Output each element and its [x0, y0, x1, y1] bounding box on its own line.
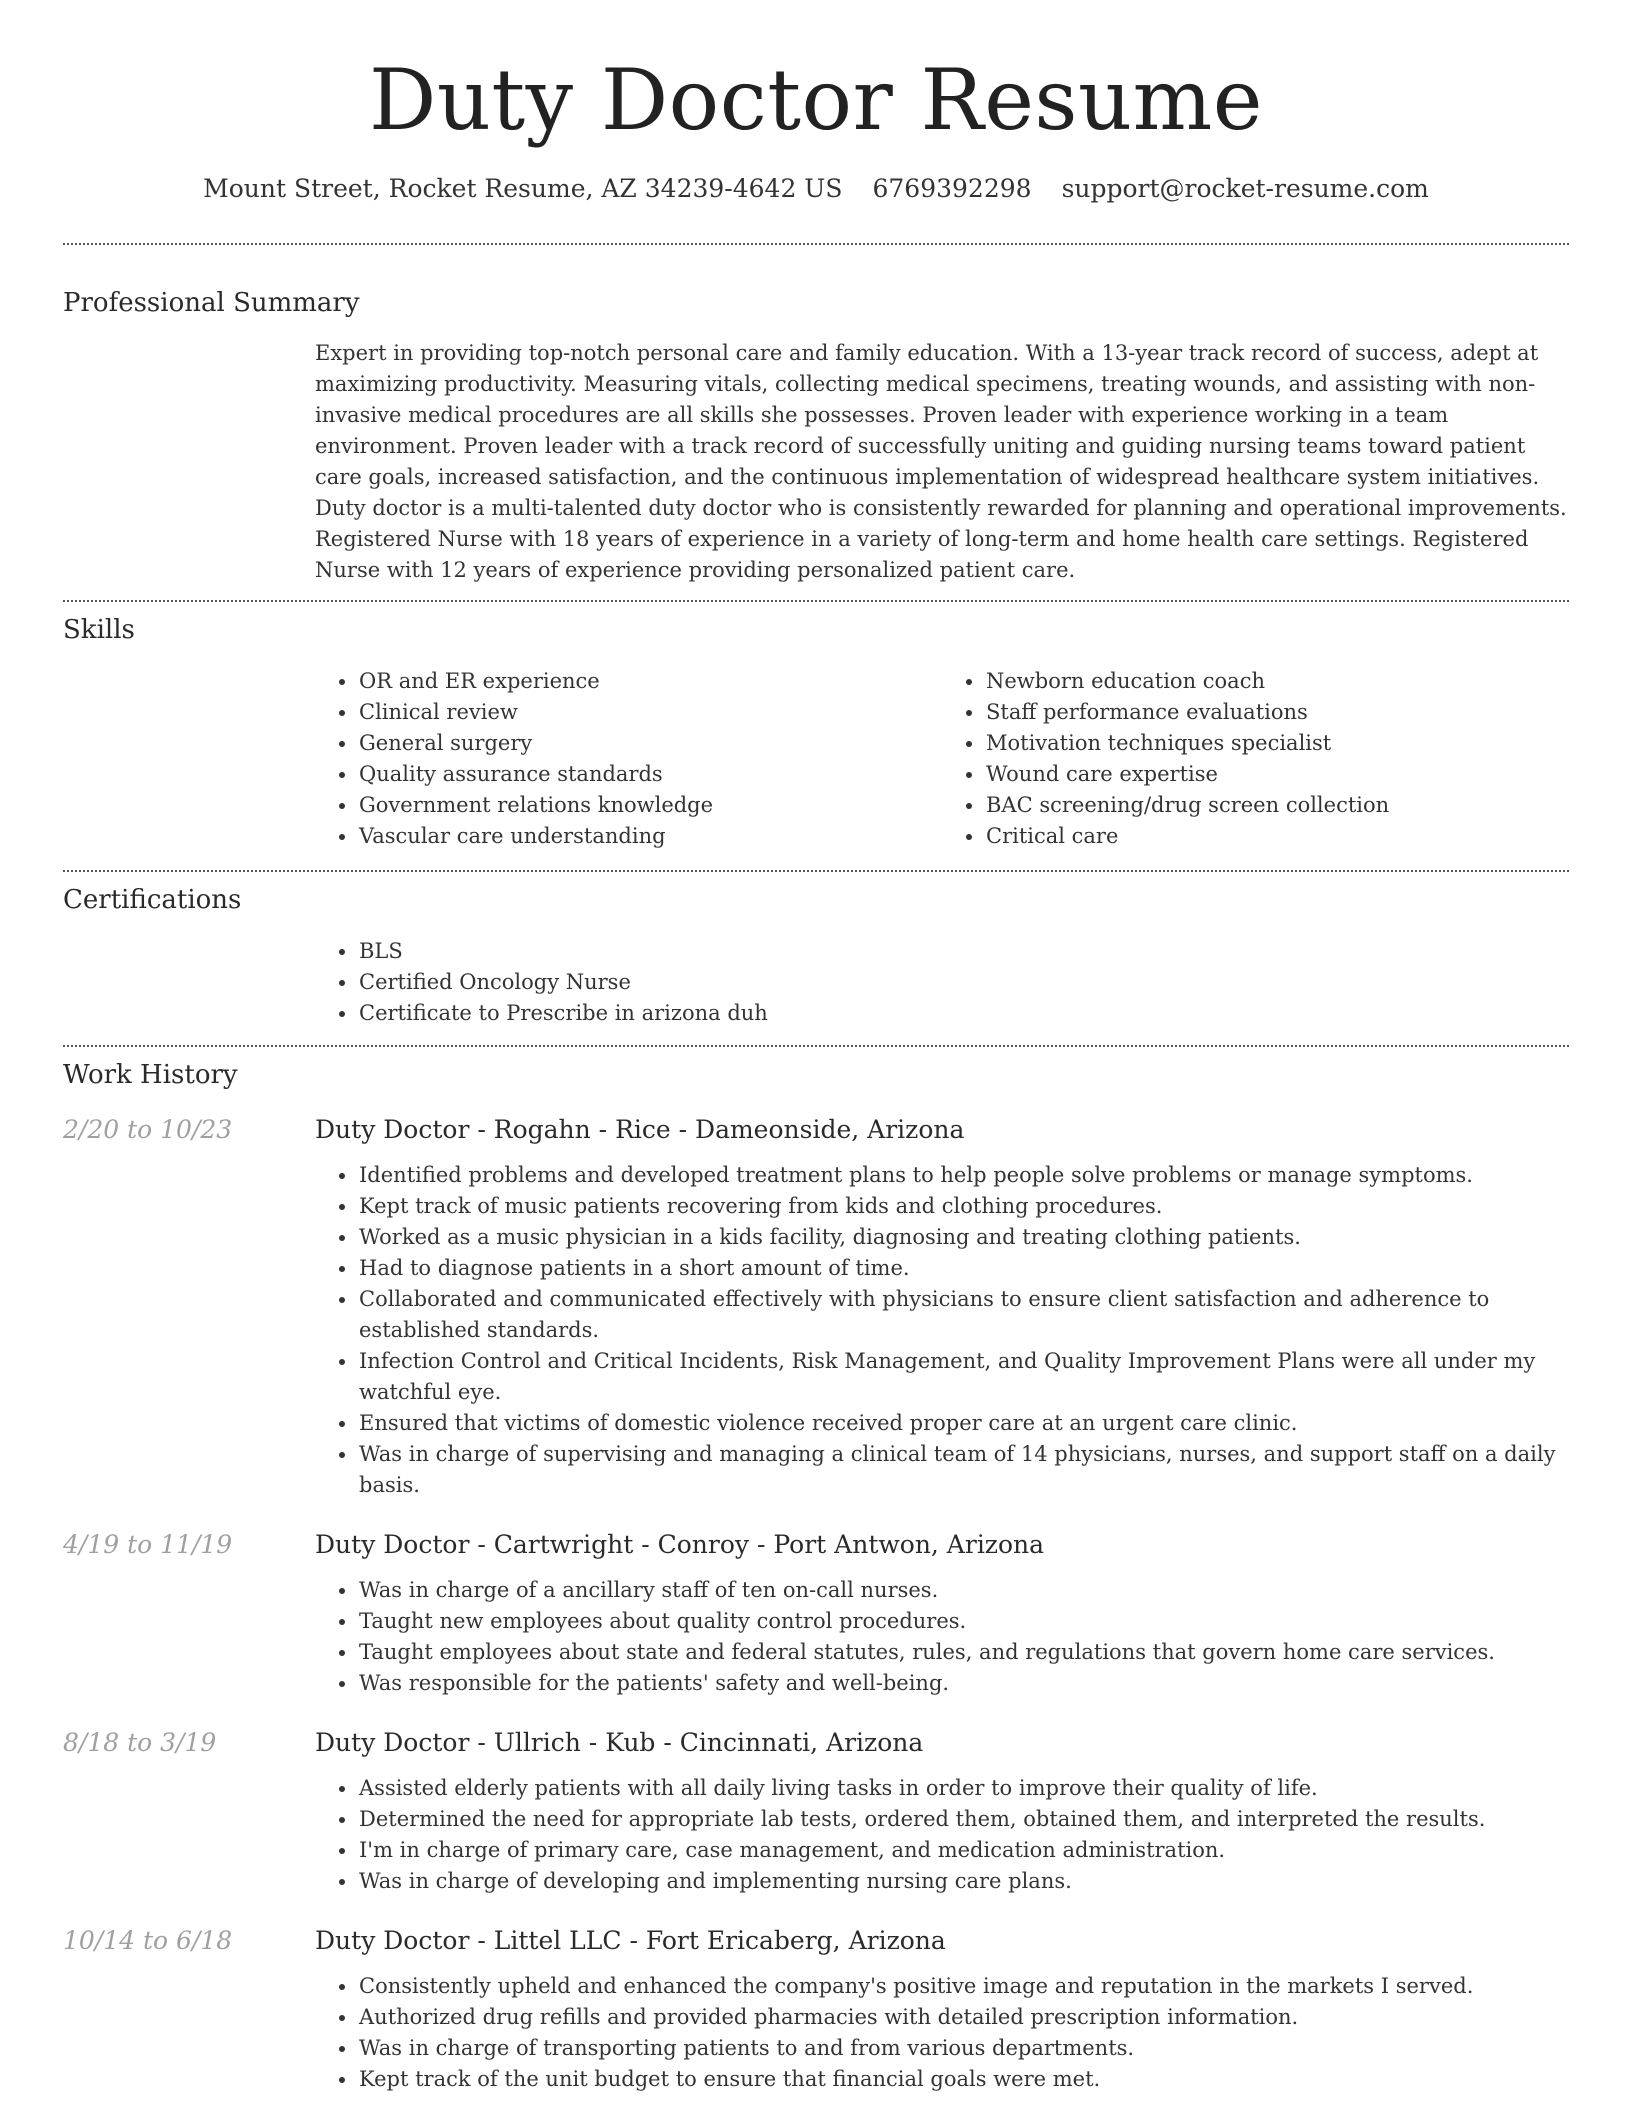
- job-bullet-list: [315, 1971, 1569, 2095]
- summary-heading: Professional Summary: [63, 288, 360, 318]
- job-dates: 8/18 to 3/19: [63, 1728, 217, 1757]
- skill-item: • Quality assurance standards: [358, 759, 942, 790]
- skills-list-left: [315, 666, 942, 852]
- job-bullet: • Determined the need for appropriate lab tests, ordered them, obtained them, and interpreted the results.: [358, 1804, 1569, 1835]
- resume-title: Duty Doctor Resume: [368, 51, 1264, 149]
- job-dates: 4/19 to 11/19: [63, 1530, 233, 1559]
- job-dates: 2/20 to 10/23: [63, 1115, 233, 1144]
- certifications-heading: Certifications: [63, 885, 242, 915]
- job-bullets: [315, 1773, 1569, 1897]
- skill-item: • Clinical review: [358, 697, 942, 728]
- work-history-heading: Work History: [63, 1060, 238, 1090]
- skill-item: • Staff performance evaluations: [985, 697, 1569, 728]
- certification-item: • BLS: [358, 936, 1569, 967]
- skill-item: • Newborn education coach: [985, 666, 1569, 697]
- certification-item: • Certified Oncology Nurse: [358, 967, 1569, 998]
- job-bullet: • Taught employees about state and federal statutes, rules, and regulations that govern home care services.: [358, 1637, 1569, 1668]
- job-bullet: • Was in charge of developing and implementing nursing care plans.: [358, 1866, 1569, 1897]
- job-bullet: • Authorized drug refills and provided pharmacies with detailed prescription information.: [358, 2002, 1569, 2033]
- summary-text: Expert in providing top-notch personal care and family education. With a 13-year track record of success, adept at maximizing productivity. Measuring vitals, collecting medical specimens, treating wounds, and assisting with non-invasive medical procedures are all skills she possesses. Proven leader with experience working in a team environment. Proven leader with a track record of successfully uniting and guiding nursing teams toward patient care goals, increased satisfaction, and the continuous implementation of widespread healthcare system initiatives. Duty doctor is a multi-talented duty doctor who is consistently rewarded for planning and operational improvements. Registered Nurse with 18 years of experience in a variety of long-term and home health care settings. Registered Nurse with 12 years of experience providing personalized patient care.: [315, 341, 1567, 582]
- skill-item: • Government relations knowledge: [358, 790, 942, 821]
- job-bullet: • Was in charge of a ancillary staff of ten on-call nurses.: [358, 1575, 1569, 1606]
- job-bullet: • I'm in charge of primary care, case management, and medication administration.: [358, 1835, 1569, 1866]
- job-bullet: • Collaborated and communicated effectively with physicians to ensure client satisfaction and adherence to established standards.: [358, 1284, 1569, 1346]
- skills-heading: Skills: [63, 615, 135, 645]
- job-bullet: • Was in charge of transporting patients to and from various departments.: [358, 2033, 1569, 2064]
- job-bullet: • Infection Control and Critical Incidents, Risk Management, and Quality Improvement Plans were all under my watchful eye.: [358, 1346, 1569, 1408]
- job-bullet: • Was responsible for the patients' safety and well-being.: [358, 1668, 1569, 1699]
- skill-item: • General surgery: [358, 728, 942, 759]
- contact-line: [63, 174, 1569, 203]
- job-title: Duty Doctor - Littel LLC - Fort Ericaberg, Arizona: [315, 1926, 946, 1955]
- certifications-list: [315, 936, 1569, 1045]
- skills-section: [63, 602, 1569, 870]
- job-dates: 10/14 to 6/18: [63, 1926, 233, 1955]
- job-bullets: [315, 1575, 1569, 1699]
- phone: 6769392298: [872, 174, 1032, 203]
- certifications-section: [63, 872, 1569, 1045]
- job-bullet: • Taught new employees about quality control procedures.: [358, 1606, 1569, 1637]
- job-entry: [63, 1113, 1569, 1501]
- job-bullets: [315, 1160, 1569, 1501]
- job-title: Duty Doctor - Cartwright - Conroy - Port Antwon, Arizona: [315, 1530, 1045, 1559]
- job-bullets: [315, 1971, 1569, 2095]
- summary-section: [63, 245, 1569, 600]
- job-details: [315, 1726, 1569, 1897]
- job-bullet: • Assisted elderly patients with all daily living tasks in order to improve their quality of life.: [358, 1773, 1569, 1804]
- job-entry: [63, 1726, 1569, 1897]
- job-title: Duty Doctor - Ullrich - Kub - Cincinnati, Arizona: [315, 1728, 924, 1757]
- skill-item: • BAC screening/drug screen collection: [985, 790, 1569, 821]
- job-bullet: • Ensured that victims of domestic violence received proper care at an urgent care clinic.: [358, 1408, 1569, 1439]
- job-bullet: • Kept track of music patients recovering from kids and clothing procedures.: [358, 1191, 1569, 1222]
- job-details: [315, 1113, 1569, 1501]
- job-details: [315, 1924, 1569, 2095]
- job-bullet-list: [315, 1575, 1569, 1699]
- address: Mount Street, Rocket Resume, AZ 34239-4642 US: [203, 174, 843, 203]
- skill-item: • Motivation techniques specialist: [985, 728, 1569, 759]
- job-entry: [63, 1528, 1569, 1699]
- job-bullet: • Kept track of the unit budget to ensure that financial goals were met.: [358, 2064, 1569, 2095]
- job-details: [315, 1528, 1569, 1699]
- skill-item: • Critical care: [985, 821, 1569, 852]
- skills-list-right: [942, 666, 1569, 852]
- email: support@rocket-resume.com: [1061, 174, 1429, 203]
- certifications-items: [315, 936, 1569, 1029]
- job-bullet-list: [315, 1773, 1569, 1897]
- job-entry: [63, 1924, 1569, 2095]
- job-title: Duty Doctor - Rogahn - Rice - Dameonside, Arizona: [315, 1115, 965, 1144]
- job-bullet: • Identified problems and developed treatment plans to help people solve problems or manage symptoms.: [358, 1160, 1569, 1191]
- job-bullet: • Was in charge of supervising and managing a clinical team of 14 physicians, nurses, and support staff on a daily basis.: [358, 1439, 1569, 1501]
- work-history-section: [63, 1047, 1569, 2095]
- skill-item: • Vascular care understanding: [358, 821, 942, 852]
- job-bullet: • Had to diagnose patients in a short amount of time.: [358, 1253, 1569, 1284]
- certification-item: • Certificate to Prescribe in arizona duh: [358, 998, 1569, 1029]
- skills-grid: [315, 666, 1569, 870]
- job-bullet: • Consistently upheld and enhanced the company's positive image and reputation in the markets I served.: [358, 1971, 1569, 2002]
- skill-item: • Wound care expertise: [985, 759, 1569, 790]
- skill-item: • OR and ER experience: [358, 666, 942, 697]
- job-bullet: • Worked as a music physician in a kids facility, diagnosing and treating clothing patients.: [358, 1222, 1569, 1253]
- job-bullet-list: [315, 1160, 1569, 1501]
